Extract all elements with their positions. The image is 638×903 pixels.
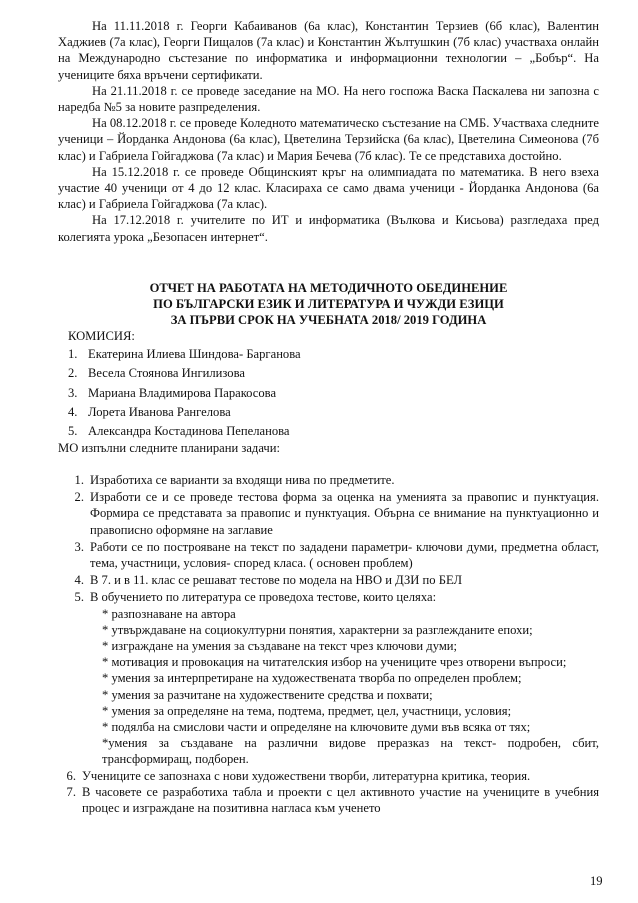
- paragraph-bobar: На 11.11.2018 г. Георги Кабаиванов (6а клас), Константин Терзиев (6б клас), Валентин Хаджиев (7а клас), Георги Пищалов (7а клас) и Константин Жълтушкин (7б клас) участваха онлайн на Международно състезание по информатика и информационни технологии – „Бобър“. На учениците бяха връчени сертификати.: [58, 19, 599, 82]
- task-item: 3. Работи се по построяване на текст по зададени параметри- ключови думи, предметна област, тема, участници, условия- според класа. ( основен проблем): [74, 539, 599, 571]
- commission-member: 2. Весела Стоянова Ингилизова: [68, 366, 245, 381]
- commission-section: [58, 328, 599, 439]
- paragraph-christmas-math: На 08.12.2018 г. се проведе Коледното математическо състезание на СМБ. Участваха следните ученици – Йорданка Андонова (6а клас), Цветелина Терзийска (6а клас), Цветелина Симеонова (7б клас) и Габриела Гойгаджова (7а клас) и Мария Бечева (7б клас). Те се представиха достойно.: [58, 116, 599, 163]
- final-item: 6. Учениците се запознаха с нови художествени творби, литературна критика, теория.: [66, 768, 531, 783]
- goal-item: * умения за интерпретиране на художествената творба по определен проблем;: [102, 671, 522, 686]
- page-number: 19: [590, 874, 603, 888]
- commission-member: 4. Лорета Иванова Рангелова: [68, 404, 231, 419]
- goal-item: * изграждане на умения за създаване на текст чрез ключови думи;: [102, 639, 458, 654]
- commission-member: 1. Екатерина Илиева Шиндова- Барганова: [68, 347, 301, 362]
- report-heading-line-3: ЗА ПЪРВИ СРОК НА УЧЕБНАТА 2018/ 2019 ГОДИНА: [170, 313, 487, 328]
- goal-item: *умения за създаване на различни видове преразказ на текст- подробен, сбит, трансформиращ, подборен.: [102, 736, 599, 767]
- tasks-section: [58, 440, 599, 456]
- paragraph-olympiad: На 15.12.2018 г. се проведе Общинският кръг на олимпиадата по математика. В него взеха участие 40 ученици от 4 до 12 клас. Класираха се само двама ученици - Йорданка Андонова (6а клас) и Габриела Гойгаджова (7а клас).: [58, 164, 599, 212]
- goal-item: * подялба на смислови части и определяне на ключовите думи във всяка от тях;: [102, 720, 531, 735]
- paragraph-mo-meeting: На 21.11.2018 г. се проведе заседание на МО. На него госпожа Васка Паскалева ни запозна с наредба №5 за новите разпределения.: [58, 83, 599, 115]
- goal-item: * утвърждаване на социокултурни понятия, характерни за разглежданите епохи;: [102, 622, 533, 637]
- events-section: [58, 18, 599, 245]
- report-heading-line-1: ОТЧЕТ НА РАБОТАТА НА МЕТОДИЧНОТО ОБЕДИНЕНИЕ: [149, 281, 508, 295]
- final-item: 7. В часовете се разработиха табла и проекти с цел активното участие на учениците в учебния процес и изграждане на позитивна нагласа към ученето: [66, 784, 599, 816]
- goal-item: * умения за разчитане на художествените средства и похвати;: [102, 687, 433, 702]
- task-item: 4. В 7. и в 11. клас се решават тестове по модела на НВО и ДЗИ по БЕЛ: [74, 573, 463, 588]
- tasks-intro: МО изпълни следните планирани задачи:: [58, 441, 280, 455]
- goal-item: * разпознаване на автора: [102, 606, 236, 621]
- commission-title: КОМИСИЯ:: [68, 329, 135, 343]
- tasks-list: [58, 472, 599, 816]
- paragraph-safe-internet: На 17.12.2018 г. учителите по ИТ и информатика (Вълкова и Кисьова) разгледаха пред колегията урока „Безопасен интернет“.: [58, 213, 599, 244]
- task-item: 5. В обучението по литература се проведоха тестове, които целяха:: [74, 590, 437, 605]
- task-item: 2. Изработи се и се проведе тестова форма за оценка на уменията за правопис и пунктуация. Формира се представата за правопис и пунктуация. Обърна се внимание на пунктуационно и правописно оформяне на заглавие: [74, 490, 599, 537]
- goal-item: * мотивация и провокация на читателския избор на учениците чрез отворени въпроси;: [102, 655, 567, 670]
- task-item: 1. Изработиха се варианти за входящи нива по предметите.: [74, 473, 395, 487]
- report-heading: [58, 280, 599, 329]
- commission-member: 5. Александра Костадинова Пепеланова: [68, 424, 290, 439]
- goal-item: * умения за определяне на тема, подтема, предмет, цел, участници, условия;: [102, 703, 512, 718]
- report-heading-line-2: ПО БЪЛГАРСКИ ЕЗИК И ЛИТЕРАТУРА И ЧУЖДИ ЕЗИЦИ: [153, 297, 504, 312]
- commission-member: 3. Мариана Владимирова Паракосова: [68, 385, 277, 400]
